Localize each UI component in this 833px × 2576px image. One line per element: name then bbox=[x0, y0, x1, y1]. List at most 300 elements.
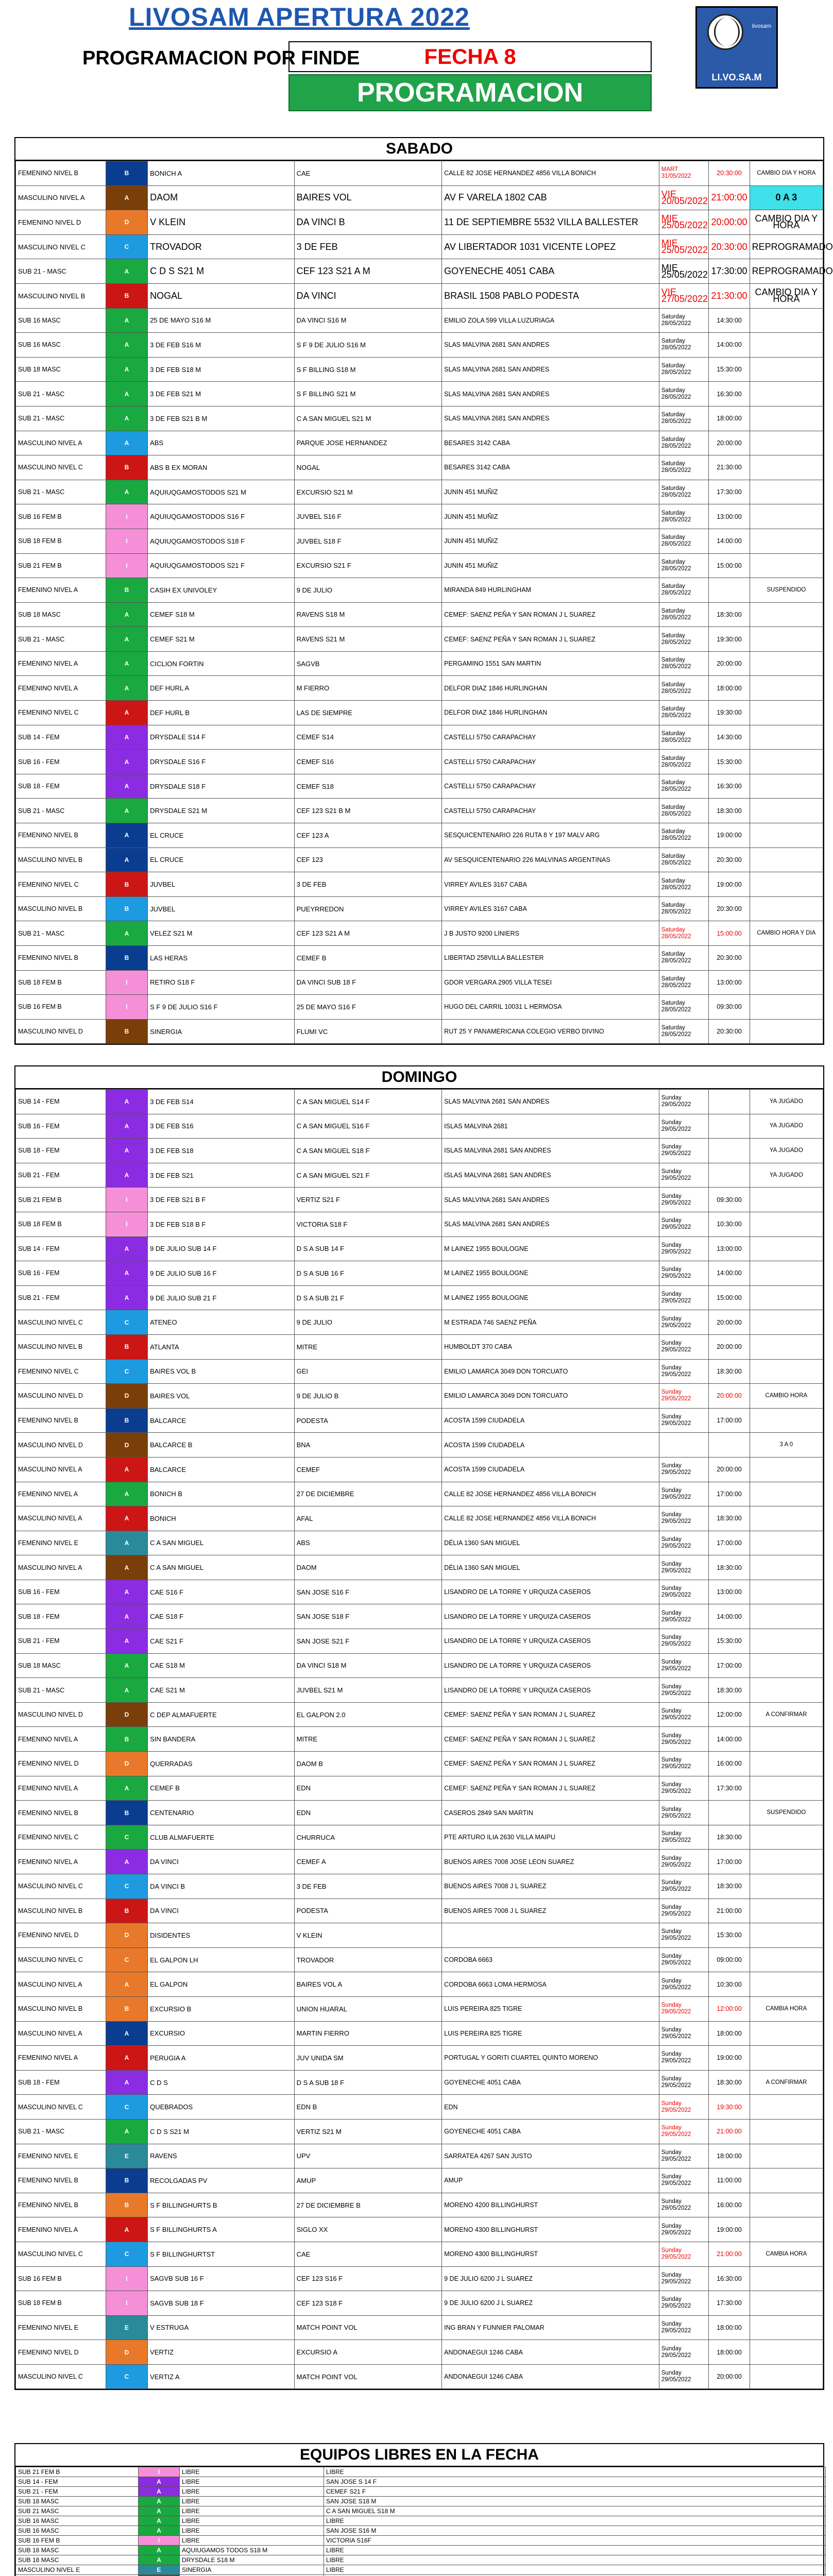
category-cell: SUB 16 MASC bbox=[16, 333, 106, 358]
level-badge: C bbox=[106, 234, 147, 259]
team-b-cell: SAN JOSE S16 M bbox=[324, 2526, 826, 2536]
time-cell: 15:00:00 bbox=[709, 921, 750, 946]
table-row bbox=[16, 1188, 823, 1212]
note-cell bbox=[750, 1653, 823, 1678]
away-team-cell: JUVBEL S16 F bbox=[294, 504, 442, 529]
level-badge: B bbox=[106, 161, 147, 186]
away-team-cell: 27 DE DICIEMBRE bbox=[294, 1482, 442, 1506]
level-badge: A bbox=[106, 1236, 147, 1261]
category-cell: FEMENINO NIVEL A bbox=[16, 2046, 106, 2071]
table-row bbox=[16, 553, 823, 578]
home-team-cell: DA VINCI bbox=[148, 1850, 295, 1874]
away-team-cell: 3 DE FEB bbox=[294, 1874, 442, 1899]
time-cell: 17:00:00 bbox=[709, 1408, 750, 1433]
category-cell: SUB 21 FEM B bbox=[16, 1188, 106, 1212]
category-cell: SUB 18 FEM B bbox=[16, 970, 106, 995]
date-cell: Sunday 29/05/2022 bbox=[659, 2119, 709, 2144]
time-cell: 16:30:00 bbox=[709, 774, 750, 799]
date-cell: Saturday 28/05/2022 bbox=[659, 651, 709, 676]
date-cell: Sunday 29/05/2022 bbox=[659, 1236, 709, 1261]
table-row bbox=[16, 406, 823, 431]
level-badge: A bbox=[106, 1604, 147, 1629]
date-cell: Sunday 29/05/2022 bbox=[659, 1285, 709, 1310]
category-cell: MASCULINO NIVEL B bbox=[16, 1899, 106, 1923]
venue-cell: LISANDRO DE LA TORRE Y URQUIZA CASEROS bbox=[442, 1580, 659, 1604]
level-badge: A bbox=[106, 2119, 147, 2144]
level-badge: D bbox=[106, 1923, 147, 1948]
home-team-cell: C A SAN MIGUEL bbox=[148, 1531, 295, 1555]
sabado-section bbox=[14, 137, 833, 1045]
date-cell: Saturday 28/05/2022 bbox=[659, 504, 709, 529]
level-badge: A bbox=[106, 921, 147, 946]
table-row bbox=[16, 234, 823, 259]
time-cell: 15:30:00 bbox=[709, 750, 750, 774]
table-row bbox=[16, 2565, 826, 2575]
team-a-cell: LIBRE bbox=[180, 2487, 324, 2497]
time-cell: 20:00:00 bbox=[709, 1457, 750, 1482]
home-team-cell: CAE S18 M bbox=[148, 1653, 295, 1678]
time-cell: 18:30:00 bbox=[709, 2070, 750, 2095]
away-team-cell: VERTIZ S21 F bbox=[294, 1188, 442, 1212]
date-cell: Sunday 29/05/2022 bbox=[659, 1850, 709, 1874]
away-team-cell: CAE bbox=[294, 161, 442, 186]
home-team-cell: 25 DE MAYO S16 M bbox=[148, 308, 295, 333]
category-cell: SUB 16 FEM B bbox=[16, 504, 106, 529]
category-cell: MASCULINO NIVEL C bbox=[16, 455, 106, 480]
away-team-cell: MITRE bbox=[294, 1727, 442, 1752]
table-row bbox=[16, 750, 823, 774]
date-cell: Saturday 28/05/2022 bbox=[659, 627, 709, 652]
home-team-cell: QUERRADAS bbox=[148, 1752, 295, 1776]
away-team-cell: CEF 123 S21 A M bbox=[294, 921, 442, 946]
level-badge: B bbox=[106, 896, 147, 921]
category-cell: FEMENINO NIVEL B bbox=[16, 1408, 106, 1433]
time-cell: 17:00:00 bbox=[709, 1482, 750, 1506]
level-badge: E bbox=[106, 2315, 147, 2340]
note-cell bbox=[750, 431, 823, 455]
team-b-cell: LIBRE bbox=[324, 2546, 826, 2555]
date-cell: Saturday 28/05/2022 bbox=[659, 872, 709, 897]
category-cell: FEMENINO NIVEL A bbox=[16, 2217, 106, 2242]
time-cell: 14:30:00 bbox=[709, 308, 750, 333]
table-row bbox=[16, 2506, 826, 2516]
level-badge: I bbox=[106, 2266, 147, 2291]
away-team-cell: D S A SUB 21 F bbox=[294, 1285, 442, 1310]
team-b-cell: CEMEF S21 F bbox=[324, 2487, 826, 2497]
away-team-cell: D S A SUB 18 F bbox=[294, 2070, 442, 2095]
home-team-cell: 3 DE FEB S14 bbox=[148, 1090, 295, 1114]
venue-cell: ISLAS MALVINA 2681 SAN ANDRES bbox=[442, 1139, 659, 1163]
category-cell: SUB 18 MASC bbox=[16, 602, 106, 627]
away-team-cell: CEMEF bbox=[294, 1457, 442, 1482]
level-badge: A bbox=[106, 2217, 147, 2242]
category-cell: FEMENINO NIVEL A bbox=[16, 1776, 106, 1801]
team-b-cell: SAN JOSE S18 M bbox=[324, 2497, 826, 2506]
note-cell bbox=[750, 1874, 823, 1899]
home-team-cell: EXCURSIO bbox=[148, 2021, 295, 2046]
venue-cell: BRASIL 1508 PABLO PODESTA bbox=[442, 283, 659, 308]
date-cell: Saturday 28/05/2022 bbox=[659, 357, 709, 382]
home-team-cell: CEMEF S18 M bbox=[148, 602, 295, 627]
home-team-cell: VERTIZ A bbox=[148, 2364, 295, 2389]
time-cell: 14:00:00 bbox=[709, 1727, 750, 1752]
venue-cell: LISANDRO DE LA TORRE Y URQUIZA CASEROS bbox=[442, 1678, 659, 1703]
home-team-cell: NOGAL bbox=[148, 283, 295, 308]
venue-cell: LUIS PEREIRA 825 TIGRE bbox=[442, 2021, 659, 2046]
level-badge: D bbox=[106, 210, 147, 235]
time-cell: 21:30:00 bbox=[709, 283, 750, 308]
time-cell: 18:00:00 bbox=[709, 2315, 750, 2340]
table-row bbox=[16, 2193, 823, 2217]
category-cell: MASCULINO NIVEL C bbox=[16, 2364, 106, 2389]
home-team-cell: 3 DE FEB S21 B M bbox=[148, 406, 295, 431]
away-team-cell: 3 DE FEB bbox=[294, 234, 442, 259]
away-team-cell: EXCURSIO S21 F bbox=[294, 553, 442, 578]
time-cell: 15:30:00 bbox=[709, 1629, 750, 1654]
level-badge: A bbox=[106, 725, 147, 750]
category-cell: MASCULINO NIVEL A bbox=[16, 2021, 106, 2046]
fecha-label: FECHA 8 bbox=[288, 41, 652, 72]
home-team-cell: 9 DE JULIO SUB 16 F bbox=[148, 1261, 295, 1286]
date-cell: Sunday 29/05/2022 bbox=[659, 1580, 709, 1604]
home-team-cell: RECOLGADAS PV bbox=[148, 2168, 295, 2193]
note-cell bbox=[750, 1457, 823, 1482]
home-team-cell: C D S S21 M bbox=[148, 259, 295, 284]
team-a-cell: LIBRE bbox=[180, 2467, 324, 2477]
away-team-cell: JUV UNIDA SM bbox=[294, 2046, 442, 2071]
venue-cell: M LAINEZ 1955 BOULOGNE bbox=[442, 1236, 659, 1261]
level-badge: D bbox=[106, 1702, 147, 1727]
home-team-cell: 3 DE FEB S18 M bbox=[148, 357, 295, 382]
date-cell: Sunday 29/05/2022 bbox=[659, 2095, 709, 2120]
table-row bbox=[16, 504, 823, 529]
level-badge: C bbox=[106, 1359, 147, 1384]
home-team-cell: S F 9 DE JULIO S16 F bbox=[148, 995, 295, 1020]
table-row bbox=[16, 2555, 826, 2565]
note-cell bbox=[750, 2168, 823, 2193]
table-row bbox=[16, 1139, 823, 1163]
date-cell: MART 31/05/2022 bbox=[659, 161, 709, 186]
time-cell: 17:00:00 bbox=[709, 1653, 750, 1678]
level-badge: B bbox=[106, 1408, 147, 1433]
table-row bbox=[16, 2340, 823, 2365]
time-cell: 18:30:00 bbox=[709, 799, 750, 823]
date-cell: Sunday 29/05/2022 bbox=[659, 2070, 709, 2095]
away-team-cell: ABS bbox=[294, 1531, 442, 1555]
time-cell: 15:00:00 bbox=[709, 1285, 750, 1310]
home-team-cell: V KLEIN bbox=[148, 210, 295, 235]
category-cell: SUB 18 MASC bbox=[16, 1653, 106, 1678]
note-cell: CAMBIO DIA Y HORA bbox=[750, 210, 823, 235]
category-cell: SUB 18 MASC bbox=[16, 2497, 139, 2506]
time-cell: 15:30:00 bbox=[709, 1923, 750, 1948]
category-cell: MASCULINO NIVEL C bbox=[16, 1947, 106, 1972]
team-a-cell: LIBRE bbox=[180, 2497, 324, 2506]
note-cell bbox=[750, 357, 823, 382]
category-cell: SUB 21 - MASC bbox=[16, 480, 106, 504]
date-cell: Sunday 29/05/2022 bbox=[659, 1482, 709, 1506]
note-cell bbox=[750, 2266, 823, 2291]
note-cell bbox=[750, 504, 823, 529]
home-team-cell: CAE S18 F bbox=[148, 1604, 295, 1629]
date-cell: Saturday 28/05/2022 bbox=[659, 946, 709, 971]
category-cell: MASCULINO NIVEL D bbox=[16, 1433, 106, 1458]
home-team-cell: 3 DE FEB S18 bbox=[148, 1139, 295, 1163]
home-team-cell: AQUIUQGAMOSTODOS S16 F bbox=[148, 504, 295, 529]
venue-cell: HUMBOLDT 370 CABA bbox=[442, 1334, 659, 1359]
level-badge: A bbox=[106, 185, 147, 210]
category-cell: SUB 21 FEM B bbox=[16, 2467, 139, 2477]
table-row bbox=[16, 1604, 823, 1629]
category-cell: MASCULINO NIVEL A bbox=[16, 185, 106, 210]
table-row bbox=[16, 799, 823, 823]
time-cell bbox=[709, 1163, 750, 1188]
note-cell bbox=[750, 1727, 823, 1752]
venue-cell: SLAS MALVINA 2681 SAN ANDRES bbox=[442, 357, 659, 382]
away-team-cell: EDN B bbox=[294, 2095, 442, 2120]
home-team-cell: C D S S21 M bbox=[148, 2119, 295, 2144]
note-cell bbox=[750, 1825, 823, 1850]
venue-cell: AV SESQUICENTENARIO 226 MALVINAS ARGENTINAS bbox=[442, 848, 659, 872]
page-header bbox=[0, 0, 827, 124]
time-cell: 11:00:00 bbox=[709, 2168, 750, 2193]
home-team-cell: CENTENARIO bbox=[148, 1801, 295, 1825]
away-team-cell: CEMEF A bbox=[294, 1850, 442, 1874]
table-row bbox=[16, 2168, 823, 2193]
main-title: LIVOSAM APERTURA 2022 bbox=[129, 3, 470, 31]
table-row bbox=[16, 1457, 823, 1482]
level-badge: E bbox=[106, 2144, 147, 2168]
date-cell: Sunday 29/05/2022 bbox=[659, 1752, 709, 1776]
date-cell: Saturday 28/05/2022 bbox=[659, 896, 709, 921]
table-row bbox=[16, 2477, 826, 2487]
note-cell bbox=[750, 602, 823, 627]
venue-cell: EMILIO ZOLA 599 VILLA LUZURIAGA bbox=[442, 308, 659, 333]
logo-text: LI.VO.SA.M bbox=[711, 72, 762, 82]
date-cell: Sunday 29/05/2022 bbox=[659, 1972, 709, 1997]
home-team-cell: DA VINCI bbox=[148, 1899, 295, 1923]
date-cell: Sunday 29/05/2022 bbox=[659, 1506, 709, 1531]
venue-cell: HUGO DEL CARRIL 10031 L HERMOSA bbox=[442, 995, 659, 1020]
away-team-cell: C A SAN MIGUEL S16 F bbox=[294, 1114, 442, 1139]
home-team-cell: CLUB ALMAFUERTE bbox=[148, 1825, 295, 1850]
time-cell: 21:30:00 bbox=[709, 455, 750, 480]
table-row bbox=[16, 2497, 826, 2506]
home-team-cell: C A SAN MIGUEL bbox=[148, 1555, 295, 1580]
category-cell: SUB 21 MASC bbox=[16, 2506, 139, 2516]
table-row bbox=[16, 2291, 823, 2316]
venue-cell: MORENO 4300 BILLINGHURST bbox=[442, 2242, 659, 2266]
note-cell bbox=[750, 995, 823, 1020]
time-cell: 17:30:00 bbox=[709, 480, 750, 504]
date-cell: Sunday 29/05/2022 bbox=[659, 1947, 709, 1972]
away-team-cell: 9 DE JULIO B bbox=[294, 1384, 442, 1409]
date-cell: Saturday 28/05/2022 bbox=[659, 848, 709, 872]
date-cell: Sunday 29/05/2022 bbox=[659, 1384, 709, 1409]
time-cell: 20:00:00 bbox=[709, 2364, 750, 2389]
domingo-table bbox=[15, 1089, 823, 2389]
date-cell: Saturday 28/05/2022 bbox=[659, 602, 709, 627]
time-cell: 20:00:00 bbox=[709, 210, 750, 235]
away-team-cell: MITRE bbox=[294, 1334, 442, 1359]
table-row bbox=[16, 1163, 823, 1188]
note-cell bbox=[750, 1236, 823, 1261]
table-row bbox=[16, 872, 823, 897]
away-team-cell: CEF 123 S16 F bbox=[294, 2266, 442, 2291]
away-team-cell: VICTORIA S18 F bbox=[294, 1212, 442, 1236]
time-cell: 10:30:00 bbox=[709, 1972, 750, 1997]
table-row bbox=[16, 921, 823, 946]
category-cell: FEMENINO NIVEL B bbox=[16, 2193, 106, 2217]
date-cell: Saturday 28/05/2022 bbox=[659, 308, 709, 333]
venue-cell: GOYENECHE 4051 CABA bbox=[442, 2119, 659, 2144]
note-cell bbox=[750, 1923, 823, 1948]
home-team-cell: EXCURSIO B bbox=[148, 1996, 295, 2021]
team-b-cell: LIBRE bbox=[324, 2467, 826, 2477]
home-team-cell: BONICH A bbox=[148, 161, 295, 186]
table-row bbox=[16, 1702, 823, 1727]
note-cell bbox=[750, 970, 823, 995]
time-cell: 20:00:00 bbox=[709, 1334, 750, 1359]
level-badge: E bbox=[139, 2565, 180, 2575]
category-cell: SUB 21 FEM B bbox=[16, 553, 106, 578]
libres-section bbox=[14, 2443, 824, 2576]
home-team-cell: BALCARCE bbox=[148, 1457, 295, 1482]
home-team-cell: BONICH bbox=[148, 1506, 295, 1531]
category-cell: SUB 21 - MASC bbox=[16, 382, 106, 406]
table-row bbox=[16, 455, 823, 480]
time-cell: 09:00:00 bbox=[709, 1947, 750, 1972]
table-row bbox=[16, 1825, 823, 1850]
level-badge: B bbox=[106, 455, 147, 480]
home-team-cell: EL GALPON bbox=[148, 1972, 295, 1997]
venue-cell: GOYENECHE 4051 CABA bbox=[442, 2070, 659, 2095]
libres-table bbox=[15, 2467, 826, 2576]
time-cell: 13:00:00 bbox=[709, 504, 750, 529]
home-team-cell: DRYSDALE S16 F bbox=[148, 750, 295, 774]
time-cell: 18:30:00 bbox=[709, 1825, 750, 1850]
home-team-cell: ATLANTA bbox=[148, 1334, 295, 1359]
note-cell bbox=[750, 750, 823, 774]
team-a-cell: LIBRE bbox=[180, 2516, 324, 2526]
venue-cell: PORTUGAL Y GORITI CUARTEL QUINTO MORENO bbox=[442, 2046, 659, 2071]
category-cell: MASCULINO NIVEL D bbox=[16, 1702, 106, 1727]
venue-cell: ACOSTA 1599 CIUDADELA bbox=[442, 1408, 659, 1433]
level-badge: I bbox=[106, 1212, 147, 1236]
table-row bbox=[16, 1629, 823, 1654]
category-cell: FEMENINO NIVEL D bbox=[16, 210, 106, 235]
time-cell: 17:00:00 bbox=[709, 1531, 750, 1555]
date-cell: Sunday 29/05/2022 bbox=[659, 2046, 709, 2071]
note-cell bbox=[750, 1752, 823, 1776]
home-team-cell: QUEBRADOS bbox=[148, 2095, 295, 2120]
time-cell: 14:00:00 bbox=[709, 1261, 750, 1286]
venue-cell: RUT 25 Y PANAMERICANA COLEGIO VERBO DIVINO bbox=[442, 1019, 659, 1044]
away-team-cell: CEMEF B bbox=[294, 946, 442, 971]
time-cell: 20:00:00 bbox=[709, 1310, 750, 1335]
venue-cell: SLAS MALVINA 2681 SAN ANDRES bbox=[442, 1212, 659, 1236]
venue-cell: PERGAMINO 1551 SAN MARTIN bbox=[442, 651, 659, 676]
date-cell: Sunday 29/05/2022 bbox=[659, 1801, 709, 1825]
category-cell: SUB 16 FEM B bbox=[16, 2536, 139, 2546]
away-team-cell: 9 DE JULIO bbox=[294, 578, 442, 603]
level-badge: A bbox=[106, 1506, 147, 1531]
venue-cell: CALLE 82 JOSE HERNANDEZ 4856 VILLA BONICH bbox=[442, 1482, 659, 1506]
time-cell: 21:00:00 bbox=[709, 185, 750, 210]
home-team-cell: S F BILLINGHURTS A bbox=[148, 2217, 295, 2242]
category-cell: FEMENINO NIVEL B bbox=[16, 823, 106, 848]
table-row bbox=[16, 1482, 823, 1506]
away-team-cell: FLUMI VC bbox=[294, 1019, 442, 1044]
note-cell bbox=[750, 627, 823, 652]
date-cell: Sunday 29/05/2022 bbox=[659, 1334, 709, 1359]
programacion-banner: PROGRAMACION bbox=[288, 74, 652, 111]
venue-cell bbox=[442, 1923, 659, 1948]
time-cell: 14:00:00 bbox=[709, 529, 750, 553]
time-cell: 21:00:00 bbox=[709, 2119, 750, 2144]
time-cell: 21:00:00 bbox=[709, 1899, 750, 1923]
note-cell bbox=[750, 2095, 823, 2120]
note-cell bbox=[750, 2144, 823, 2168]
home-team-cell: DRYSDALE S21 M bbox=[148, 799, 295, 823]
level-badge: A bbox=[106, 480, 147, 504]
away-team-cell: C A SAN MIGUEL S21 F bbox=[294, 1163, 442, 1188]
home-team-cell: S F BILLINGHURTS B bbox=[148, 2193, 295, 2217]
away-team-cell: PODESTA bbox=[294, 1408, 442, 1433]
note-cell bbox=[750, 1212, 823, 1236]
level-badge: A bbox=[106, 308, 147, 333]
time-cell: 18:30:00 bbox=[709, 1359, 750, 1384]
category-cell: SUB 14 - FEM bbox=[16, 1236, 106, 1261]
note-cell: CAMBIO HORA bbox=[750, 1384, 823, 1409]
home-team-cell: AQUIUQGAMOSTODOS S21 M bbox=[148, 480, 295, 504]
venue-cell: SLAS MALVINA 2681 SAN ANDRES bbox=[442, 1090, 659, 1114]
category-cell: SUB 18 MASC bbox=[16, 2546, 139, 2555]
date-cell: Sunday 29/05/2022 bbox=[659, 2168, 709, 2193]
note-cell bbox=[750, 1899, 823, 1923]
table-row bbox=[16, 725, 823, 750]
table-row bbox=[16, 1506, 823, 1531]
date-cell: Sunday 29/05/2022 bbox=[659, 1629, 709, 1654]
level-badge: I bbox=[106, 995, 147, 1020]
home-team-cell: C D S bbox=[148, 2070, 295, 2095]
home-team-cell: CAE S21 F bbox=[148, 1629, 295, 1654]
time-cell: 09:30:00 bbox=[709, 1188, 750, 1212]
level-badge: A bbox=[139, 2546, 180, 2555]
venue-cell: 11 DE SEPTIEMBRE 5532 VILLA BALLESTER bbox=[442, 210, 659, 235]
venue-cell: SLAS MALVINA 2681 SAN ANDRES bbox=[442, 382, 659, 406]
category-cell: FEMENINO NIVEL A bbox=[16, 676, 106, 701]
table-row bbox=[16, 2242, 823, 2266]
category-cell: FEMENINO NIVEL A bbox=[16, 1482, 106, 1506]
away-team-cell: RAVENS S18 M bbox=[294, 602, 442, 627]
note-cell bbox=[750, 333, 823, 358]
home-team-cell: EL CRUCE bbox=[148, 848, 295, 872]
home-team-cell: CASIH EX UNIVOLEY bbox=[148, 578, 295, 603]
level-badge: B bbox=[106, 2168, 147, 2193]
level-badge: I bbox=[139, 2467, 180, 2477]
away-team-cell: DAOM B bbox=[294, 1752, 442, 1776]
date-cell: Sunday 29/05/2022 bbox=[659, 2217, 709, 2242]
category-cell: FEMENINO NIVEL D bbox=[16, 1752, 106, 1776]
time-cell: 20:30:00 bbox=[709, 896, 750, 921]
time-cell: 10:30:00 bbox=[709, 1212, 750, 1236]
time-cell: 20:30:00 bbox=[709, 848, 750, 872]
home-team-cell: 9 DE JULIO SUB 21 F bbox=[148, 1285, 295, 1310]
time-cell: 16:30:00 bbox=[709, 382, 750, 406]
team-a-cell: LIBRE bbox=[180, 2526, 324, 2536]
category-cell: SUB 18 - FEM bbox=[16, 1604, 106, 1629]
